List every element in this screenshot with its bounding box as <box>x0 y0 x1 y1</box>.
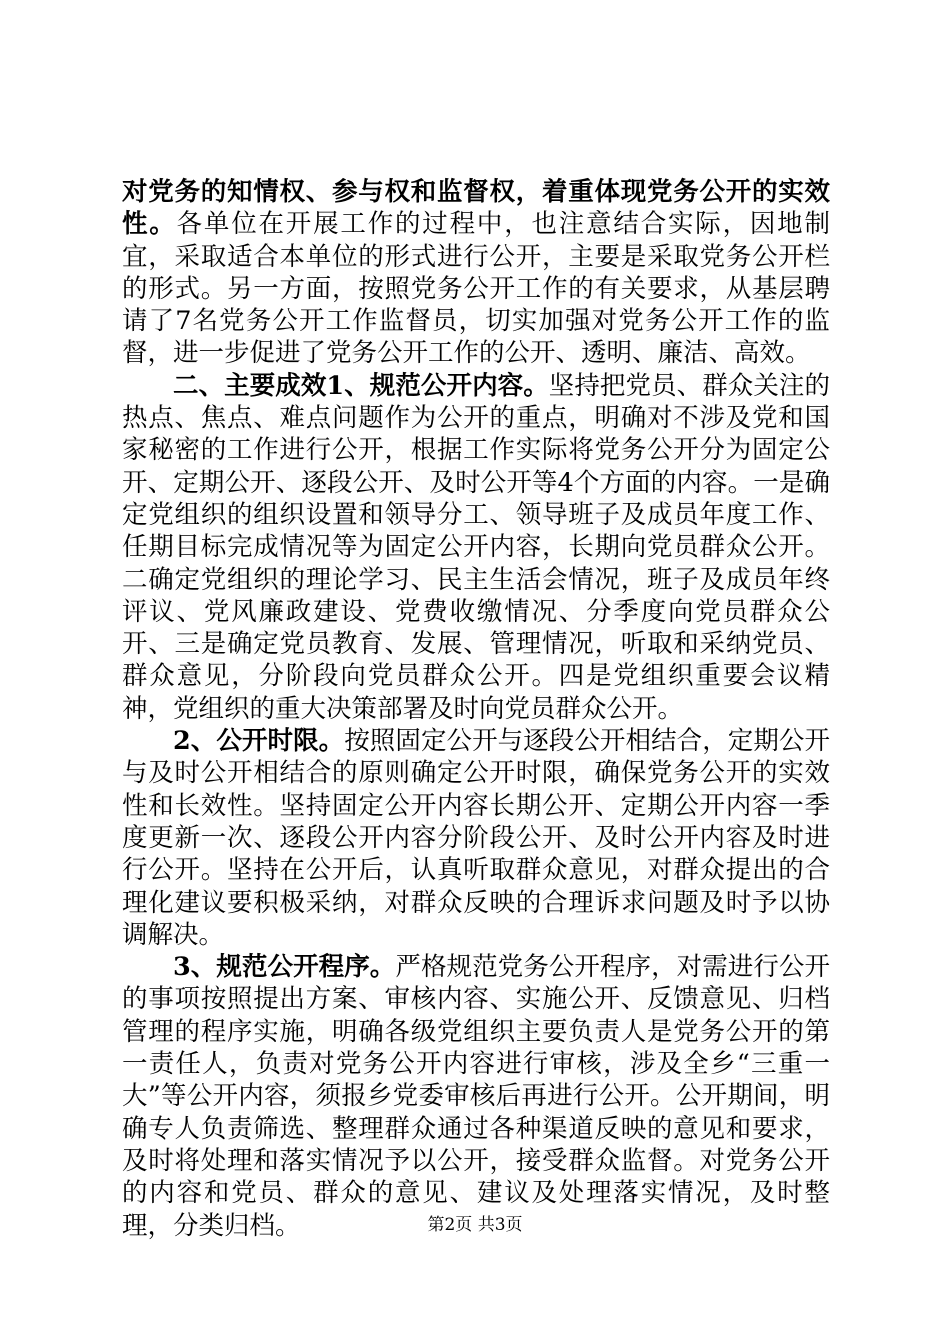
paragraph-4-body: 严格规范党务公开程序，对需进行公开的事项按照提出方案、审核内容、实施公开、反馈意见、归档管理的程序实施，明确各级党组织主要负责人是党务公开的第一责任人，负责对党务公开内容进行审核，涉及全乡“三重一大”等公开内容，须报乡党委审核后再进行公开。公开期间，明确专人负责筛选、整理群众通过各种渠道反映的意见和要求，及时将处理和落实情况予以公开，接受群众监督。对党务公开的内容和党员、群众的意见、建议及处理落实情况，及时整理，分类归档。 <box>122 952 830 1241</box>
paragraph-1-lead: 对党务的知情权、参与权和监督权，着重体现党务公开的实效性。 <box>122 177 830 240</box>
paragraph-4 <box>122 951 830 1242</box>
paragraph-2-lead: 二、主要成效1、规范公开内容。 <box>173 370 549 401</box>
paragraph-3-body: 按照固定公开与逐段公开相结合，定期公开与及时公开相结合的原则确定公开时限，确保党务公开的实效性和长效性。坚持固定公开内容长期公开、定期公开内容一季度更新一次、逐段公开内容分阶段公开、及时公开内容及时进行公开。坚持在公开后，认真听取群众意见，对群众提出的合理化建议要积极采纳，对群众反映的合理诉求问题及时予以协调解决。 <box>122 726 830 950</box>
paragraph-4-lead: 3、规范公开程序。 <box>173 952 396 983</box>
paragraph-2-body: 坚持把党员、群众关注的热点、焦点、难点问题作为公开的重点，明确对不涉及党和国家秘密的工作进行公开，根据工作实际将党务公开分为固定公开、定期公开、逐段公开、及时公开等4个方面的内容。一是确定党组织的组织设置和领导分工、领导班子及成员年度工作、任期目标完成情况等为固定公开内容，长期向党员群众公开。二确定党组织的理论学习、民主生活会情况，班子及成员年终评议、党风廉政建设、党费收缴情况、分季度向党员群众公开、三是确定党员教育、发展、管理情况，听取和采纳党员、群众意见，分阶段向党员群众公开。四是党组织重要会议精神，党组织的重大决策部署及时向党员群众公开。 <box>122 370 830 724</box>
paragraph-3-lead: 2、公开时限。 <box>173 726 345 757</box>
document-body <box>122 176 830 1242</box>
paragraph-1-body: 各单位在开展工作的过程中，也注意结合实际，因地制宜，采取适合本单位的形式进行公开，主要是采取党务公开栏的形式。另一方面，按照党务公开工作的有关要求，从基层聘请了7名党务公开工作监督员，切实加强对党务公开工作的监督，进一步促进了党务公开工作的公开、透明、廉洁、高效。 <box>122 209 830 369</box>
page-footer: 第2页 共3页 <box>427 1215 523 1235</box>
paragraph-2 <box>122 370 830 725</box>
paragraph-3 <box>122 725 830 951</box>
paragraph-1 <box>122 176 830 370</box>
